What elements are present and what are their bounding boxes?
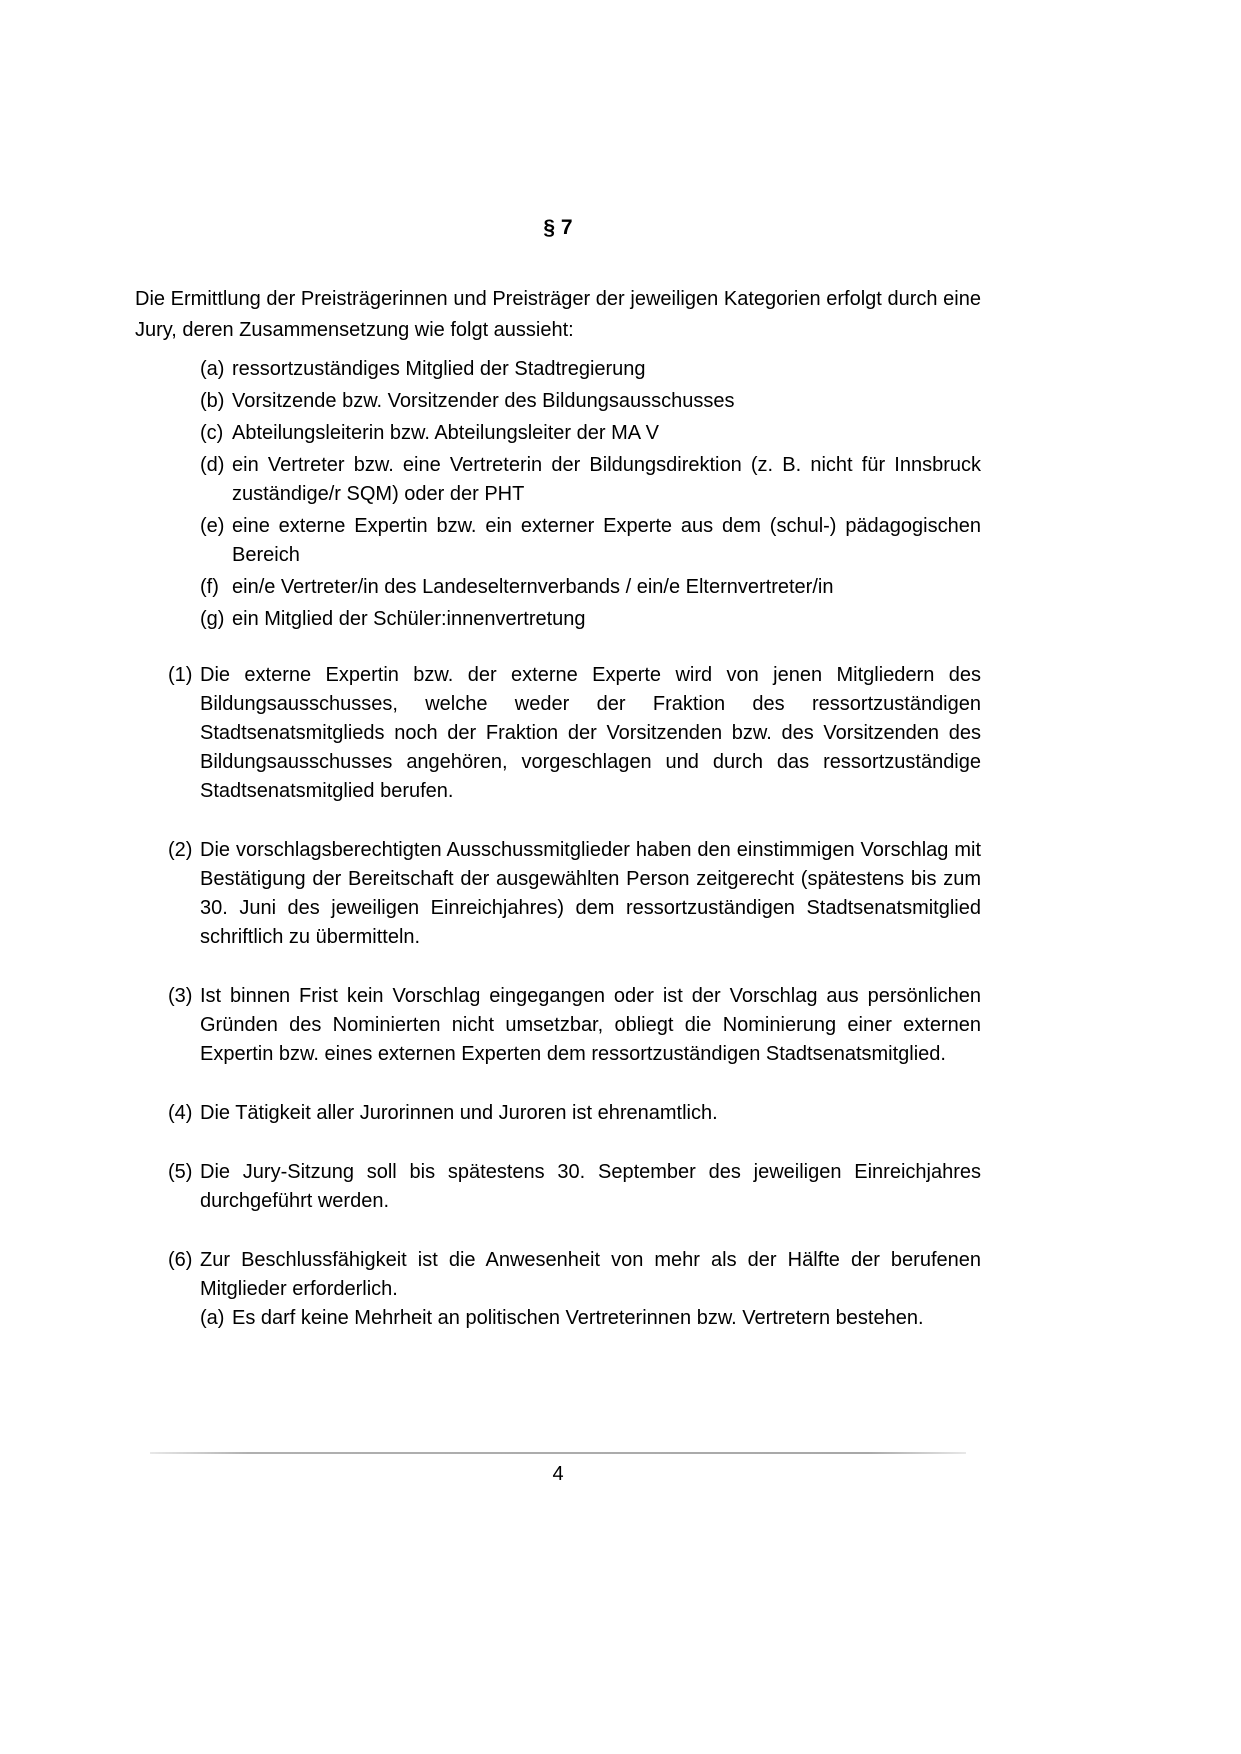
item-text: Die Tätigkeit aller Jurorinnen und Juroren ist ehrenamtlich.	[200, 1102, 718, 1124]
item-text: Abteilungsleiterin bzw. Abteilungsleiter der MA V	[232, 422, 659, 444]
page-footer	[150, 1452, 966, 1486]
document-content	[135, 0, 981, 1333]
list-item	[200, 419, 981, 448]
list-item	[200, 355, 981, 384]
list-item	[200, 512, 981, 570]
composition-list	[135, 355, 981, 634]
item-marker: (1)	[168, 664, 193, 686]
item-marker: (g)	[200, 608, 225, 630]
item-marker: (d)	[200, 454, 225, 476]
footer-rule	[150, 1452, 966, 1454]
provisions-list	[135, 661, 981, 1333]
item-body	[200, 982, 981, 1069]
provision-item	[168, 1099, 981, 1128]
page-number: 4	[552, 1463, 564, 1485]
item-marker: (a)	[200, 1307, 225, 1329]
item-text: Die externe Expertin bzw. der externe Experte wird von jenen Mitgliedern des Bildungsausschusses, welche weder der Fraktion des ressortzuständigen Stadtsenatsmitglieds noch der Fraktion der Vorsitzenden bzw. des Vorsitzenden des Bildungsausschusses angehören, vorgeschlagen und durch das ressortzuständige Stadtsenatsmitglied berufen.	[200, 664, 981, 802]
list-item	[200, 573, 981, 602]
item-text: eine externe Expertin bzw. ein externer Experte aus dem (schul-) pädagogischen Bereich	[232, 515, 981, 566]
item-marker: (a)	[200, 358, 225, 380]
item-marker: (5)	[168, 1161, 193, 1183]
sub-item	[200, 1304, 981, 1333]
item-marker: (b)	[200, 390, 225, 412]
item-marker: (c)	[200, 422, 224, 444]
item-text: Es darf keine Mehrheit an politischen Vertreterinnen bzw. Vertretern bestehen.	[232, 1307, 924, 1329]
item-text: Zur Beschlussfähigkeit ist die Anwesenheit von mehr als der Hälfte der berufenen Mitglieder erforderlich.	[200, 1249, 981, 1300]
item-text: ressortzuständiges Mitglied der Stadtregierung	[232, 358, 646, 380]
item-body	[200, 1246, 981, 1333]
provision-item	[168, 1246, 981, 1333]
provision-item	[168, 982, 981, 1069]
list-item	[200, 451, 981, 509]
intro-paragraph: Die Ermittlung der Preisträgerinnen und Preisträger der jeweiligen Kategorien erfolgt durch eine Jury, deren Zusammensetzung wie folgt aussieht:	[135, 288, 981, 341]
provision-item	[168, 661, 981, 806]
item-marker: (f)	[200, 576, 219, 598]
item-marker: (4)	[168, 1102, 193, 1124]
item-marker: (6)	[168, 1249, 193, 1271]
provision-item	[168, 836, 981, 952]
item-body	[200, 1099, 981, 1128]
list-item	[200, 605, 981, 634]
item-marker: (e)	[200, 515, 225, 537]
provision-item	[168, 1158, 981, 1216]
item-text: ein Vertreter bzw. eine Vertreterin der Bildungsdirektion (z. B. nicht für Innsbruck zuständige/r SQM) oder der PHT	[232, 454, 981, 505]
item-body	[200, 836, 981, 952]
item-text: Die Jury-Sitzung soll bis spätestens 30. September des jeweiligen Einreichjahres durchgeführt werden.	[200, 1161, 981, 1212]
item-body	[200, 661, 981, 806]
item-body	[200, 1158, 981, 1216]
item-text: Vorsitzende bzw. Vorsitzender des Bildungsausschusses	[232, 390, 735, 412]
list-item	[200, 387, 981, 416]
item-text: Die vorschlagsberechtigten Ausschussmitglieder haben den einstimmigen Vorschlag mit Bestätigung der Bereitschaft der ausgewählten Person zeitgerecht (spätestens bis zum 30. Juni des jeweiligen Einreichjahres) dem ressortzuständigen Stadtsenatsmitglied schriftlich zu übermitteln.	[200, 839, 981, 948]
item-marker: (2)	[168, 839, 193, 861]
section-heading: § 7	[543, 216, 573, 239]
item-marker: (3)	[168, 985, 193, 1007]
item-text: ein/e Vertreter/in des Landeselternverbands / ein/e Elternvertreter/in	[232, 576, 834, 598]
item-text: Ist binnen Frist kein Vorschlag eingegangen oder ist der Vorschlag aus persönlichen Gründen des Nominierten nicht umsetzbar, obliegt die Nominierung einer externen Expertin bzw. eines externen Experten dem ressortzuständigen Stadtsenatsmitglied.	[200, 985, 981, 1065]
item-text: ein Mitglied der Schüler:innenvertretung	[232, 608, 586, 630]
